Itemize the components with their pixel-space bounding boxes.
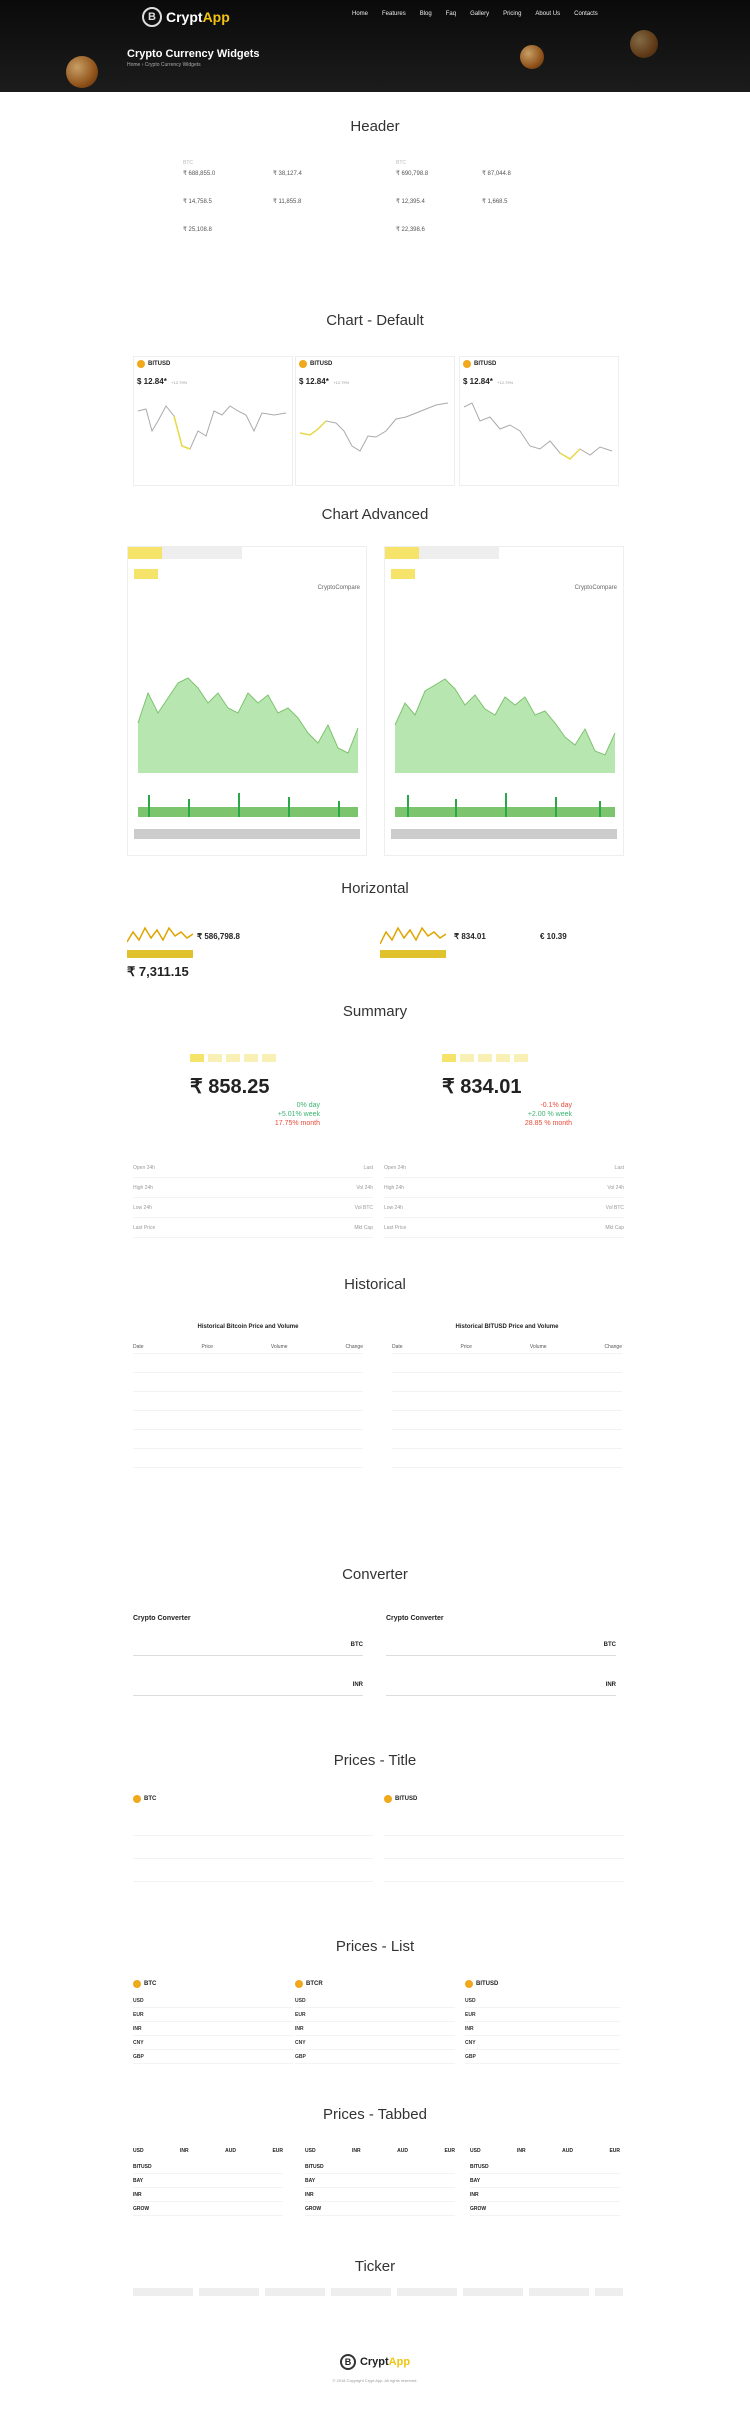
symbol: BITUSD <box>476 1981 499 1987</box>
tab[interactable]: USD <box>305 2148 316 2154</box>
sparkline <box>296 391 454 471</box>
tab-active[interactable] <box>128 547 162 559</box>
to-currency[interactable]: INR <box>605 1682 616 1688</box>
volume-chart <box>128 787 366 823</box>
list-item: EUR <box>295 2008 455 2022</box>
price: $ 12.84* <box>137 377 167 386</box>
list-item: BITUSD <box>133 2160 283 2174</box>
price-value: ₹ 690,798.8 <box>396 171 429 177</box>
tab[interactable]: INR <box>180 2148 189 2154</box>
section-title: Summary <box>342 1003 408 1020</box>
cryptocompare-logo: CryptoCompare <box>574 585 617 591</box>
tab[interactable]: EUR <box>272 2148 283 2154</box>
tab[interactable] <box>459 547 499 559</box>
coin-image <box>520 45 544 69</box>
sparkline <box>380 922 446 952</box>
brand-name-accent: App <box>202 9 230 25</box>
tab[interactable]: EUR <box>444 2148 455 2154</box>
sparkline <box>127 922 193 952</box>
list-item: INR <box>305 2188 455 2202</box>
tab[interactable]: INR <box>517 2148 526 2154</box>
historical-widget: Historical BITUSD Price and Volume Date Price Volume Change <box>392 1324 622 1484</box>
list-item: USD <box>295 1994 455 2008</box>
section-title: Prices - Title <box>333 1752 417 1769</box>
price: $ 12.84* <box>299 377 329 386</box>
section-title: Converter <box>342 1566 408 1583</box>
symbol: BTC <box>144 1981 157 1987</box>
tab[interactable] <box>162 547 202 559</box>
change: +12.79% <box>333 380 350 385</box>
symbol: BITUSD <box>395 1796 418 1802</box>
logo-mark-icon: B <box>142 7 162 27</box>
price-value: ₹ 38,127.4 <box>273 171 302 177</box>
tab[interactable] <box>419 547 459 559</box>
prices-list-widget <box>295 1980 455 2064</box>
list-item: EUR <box>133 2008 293 2022</box>
price: € 10.39 <box>540 932 567 941</box>
price: ₹ 7,311.15 <box>127 964 189 979</box>
list-item: CNY <box>133 2036 293 2050</box>
change: +12.79% <box>497 380 514 385</box>
change: +12.79% <box>171 380 188 385</box>
converter-widget <box>386 1615 616 1725</box>
list-item: USD <box>465 1994 620 2008</box>
change-month: 17.75% month <box>274 1120 320 1127</box>
area-chart <box>385 653 623 773</box>
list-item: INR <box>133 2188 283 2202</box>
section-title: Prices - List <box>335 1938 415 1955</box>
nav-item[interactable]: Blog <box>419 11 432 17</box>
horizontal-widget <box>127 920 367 984</box>
prices-tabbed-widget <box>470 2148 620 2216</box>
brand-logo[interactable] <box>142 7 230 27</box>
copyright: © 2018 Copyright Crypt App. All rights reserved. <box>332 2378 418 2383</box>
price-value: ₹ 22,398.6 <box>396 227 425 233</box>
coin-icon <box>463 360 471 368</box>
advanced-chart-widget <box>127 546 367 856</box>
list-item: CNY <box>465 2036 620 2050</box>
nav-item[interactable]: Contacts <box>574 11 598 17</box>
widget-title: Historical Bitcoin Price and Volume <box>197 1324 299 1330</box>
price-value: ₹ 1,668.5 <box>482 199 508 205</box>
prices-tabbed-widget <box>305 2148 455 2216</box>
price-value: ₹ 688,855.0 <box>183 171 216 177</box>
price-value: ₹ 87,044.8 <box>482 171 511 177</box>
hero-banner <box>0 0 750 92</box>
logo-mark-icon: B <box>340 2354 356 2370</box>
price-value: ₹ 25,108.8 <box>183 227 212 233</box>
change-week: +2.00 % week <box>527 1111 572 1118</box>
tab[interactable]: AUD <box>562 2148 573 2154</box>
prices-title-widget <box>384 1795 624 1905</box>
symbol: BTCR <box>306 1981 323 1987</box>
nav-item[interactable]: Faq <box>445 11 457 17</box>
list-item: INR <box>295 2022 455 2036</box>
sparkline <box>460 391 618 471</box>
historical-widget: Historical Bitcoin Price and Volume Date Price Volume Change <box>133 1324 363 1484</box>
price: ₹ 834.01 <box>442 1076 522 1098</box>
from-input[interactable] <box>133 1642 363 1656</box>
price-value: ₹ 14,758.5 <box>183 199 212 205</box>
list-item: GROW <box>305 2202 455 2216</box>
price-value: ₹ 11,855.8 <box>273 199 302 205</box>
list-item: GROW <box>470 2202 620 2216</box>
breadcrumb: Home › Crypto Currency Widgets <box>127 62 201 68</box>
nav-item[interactable]: Home <box>352 11 369 17</box>
price: ₹ 586,798.8 <box>197 932 240 941</box>
price: $ 12.84* <box>463 377 493 386</box>
tab-active[interactable] <box>385 547 419 559</box>
list-item: BAY <box>470 2174 620 2188</box>
nav-item[interactable]: About Us <box>535 11 561 17</box>
symbol: BTC <box>144 1796 157 1802</box>
symbol: BITUSD <box>310 361 333 367</box>
chart-widget <box>133 356 293 486</box>
list-item: INR <box>465 2022 620 2036</box>
area-chart <box>128 653 366 773</box>
section-title: Header <box>350 118 400 135</box>
tab[interactable]: AUD <box>397 2148 408 2154</box>
section-title: Historical <box>344 1276 406 1293</box>
volume-chart <box>385 787 623 823</box>
nav-item[interactable]: Pricing <box>503 11 522 17</box>
btc-icon <box>133 1980 141 1988</box>
coin-image <box>66 56 98 88</box>
advanced-chart-widget <box>384 546 624 856</box>
summary-widget <box>442 1054 572 1128</box>
list-item: INR <box>133 2022 293 2036</box>
coin-image <box>630 30 658 58</box>
widget-title: Historical BITUSD Price and Volume <box>455 1324 559 1330</box>
prices-list-widget <box>133 1980 293 2064</box>
list-item: INR <box>470 2188 620 2202</box>
prices-title-widget <box>133 1795 373 1905</box>
price-value: ₹ 12,395.4 <box>396 199 425 205</box>
list-item: BITUSD <box>305 2160 455 2174</box>
section-title: Ticker <box>354 2258 396 2275</box>
list-item: BAY <box>133 2174 283 2188</box>
section-title: Chart - Default <box>326 312 424 329</box>
list-item: GBP <box>133 2050 293 2064</box>
coin-icon <box>299 360 307 368</box>
change-day: 0% day <box>296 1102 320 1109</box>
to-input[interactable] <box>133 1682 363 1696</box>
tab[interactable]: USD <box>133 2148 144 2154</box>
summary-table: Open 24h Last High 24h Vol 24h Low 24h Vol BTC Last Price Mkt Cap <box>384 1158 624 1238</box>
symbol: BITUSD <box>474 361 497 367</box>
coin-icon <box>137 360 145 368</box>
section-title: Horizontal <box>341 880 409 897</box>
tab[interactable]: EUR <box>609 2148 620 2154</box>
widget-title: Crypto Converter <box>386 1615 444 1622</box>
footer <box>0 2352 750 2383</box>
list-item: BAY <box>305 2174 455 2188</box>
list-item: GROW <box>133 2202 283 2216</box>
nav-item[interactable]: Features <box>382 11 406 17</box>
change-month: 28.85 % month <box>524 1120 572 1127</box>
nav-item[interactable]: Gallery <box>470 11 490 17</box>
footer-logo[interactable]: B CryptApp <box>340 2354 410 2370</box>
price-item: BTC <box>183 160 193 166</box>
from-currency[interactable]: BTC <box>603 1642 616 1648</box>
list-item: GBP <box>465 2050 620 2064</box>
coin-icon <box>295 1980 303 1988</box>
sparkline <box>134 391 292 471</box>
tab[interactable]: AUD <box>225 2148 236 2154</box>
tab[interactable]: USD <box>470 2148 481 2154</box>
coin-icon <box>465 1980 473 1988</box>
change-week: +5.01% week <box>277 1111 320 1118</box>
btc-icon <box>133 1795 141 1803</box>
list-item: USD <box>133 1994 293 2008</box>
tab[interactable] <box>202 547 242 559</box>
ticker-strip <box>133 2288 623 2296</box>
list-item: EUR <box>465 2008 620 2022</box>
prices-list-widget <box>465 1980 620 2064</box>
summary-table: Open 24h Last High 24h Vol 24h Low 24h Vol BTC Last Price Mkt Cap <box>133 1158 373 1238</box>
chart-widget <box>295 356 455 486</box>
main-nav <box>352 11 612 17</box>
prices-tabbed-widget <box>133 2148 283 2216</box>
to-currency[interactable]: INR <box>352 1682 363 1688</box>
change-day: -0.1% day <box>540 1102 572 1109</box>
summary-widget <box>190 1054 320 1128</box>
brand-name: Crypt <box>166 9 203 25</box>
page-title: Crypto Currency Widgets <box>127 48 260 60</box>
list-item: GBP <box>295 2050 455 2064</box>
from-currency[interactable]: BTC <box>350 1642 363 1648</box>
widget-title: Crypto Converter <box>133 1615 191 1622</box>
coin-icon <box>384 1795 392 1803</box>
tab[interactable]: INR <box>352 2148 361 2154</box>
price: ₹ 834.01 <box>454 932 486 941</box>
section-title: Chart Advanced <box>321 506 429 523</box>
list-item: BITUSD <box>470 2160 620 2174</box>
section-title: Prices - Tabbed <box>323 2106 427 2123</box>
symbol: BITUSD <box>148 361 171 367</box>
cryptocompare-logo: CryptoCompare <box>317 585 360 591</box>
to-input[interactable] <box>386 1682 616 1696</box>
list-item: CNY <box>295 2036 455 2050</box>
horizontal-widget <box>380 920 620 984</box>
converter-widget <box>133 1615 363 1725</box>
price: ₹ 858.25 <box>190 1076 270 1098</box>
from-input[interactable] <box>386 1642 616 1656</box>
chart-widget <box>459 356 619 486</box>
